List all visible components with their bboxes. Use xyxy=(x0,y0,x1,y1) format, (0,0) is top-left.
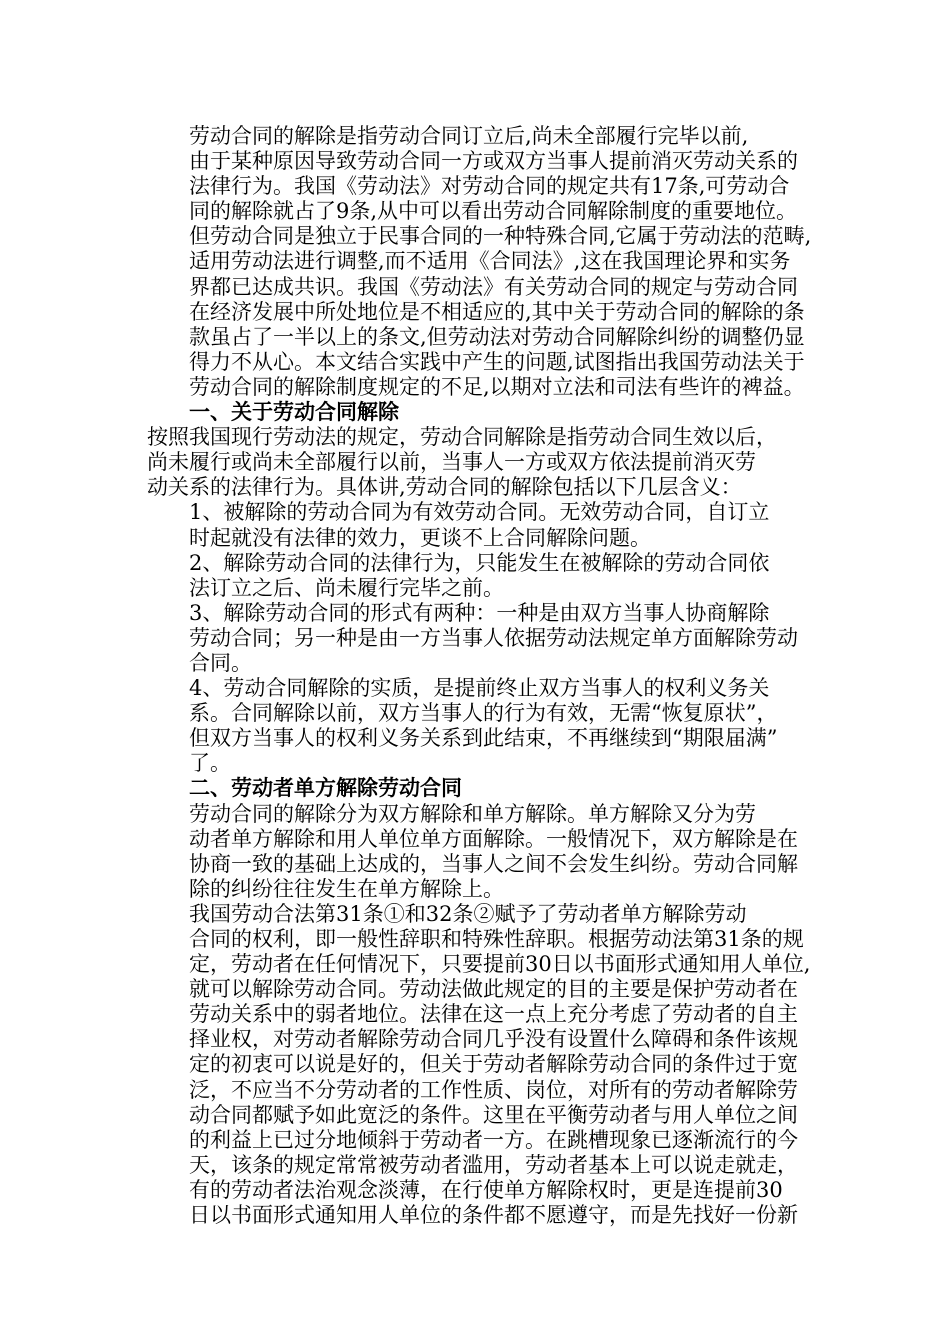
text-line: 了。 xyxy=(189,751,231,776)
text-line: 在经济发展中所处地位是不相适应的,其中关于劳动合同的解除的条 xyxy=(189,299,805,324)
text-line: 由于某种原因导致劳动合同一方或双方当事人提前消灭劳动关系的 xyxy=(189,149,798,174)
text-line: 劳动合同的解除制度规定的不足,以期对立法和司法有些许的裨益。 xyxy=(189,374,805,399)
text-line: 天，该条的规定常常被劳动者滥用，劳动者基本上可以说走就走， xyxy=(189,1152,798,1177)
text-line: 适用劳动法进行调整,而不适用《合同法》,这在我国理论界和实务 xyxy=(189,249,791,274)
text-line: 除的纠纷往往发生在单方解除上。 xyxy=(189,876,504,901)
text-line: 我国劳动合法第31条①和32条②赋予了劳动者单方解除劳动 xyxy=(189,901,747,926)
section-2-paragraph-1 xyxy=(147,802,810,902)
section-1-item-3 xyxy=(147,601,810,676)
section-1-intro xyxy=(147,425,810,500)
text-line: 2、解除劳动合同的法律行为，只能发生在被解除的劳动合同依 xyxy=(189,550,770,575)
text-line: 劳动关系中的弱者地位。法律在这一点上充分考虑了劳动者的自主 xyxy=(189,1002,798,1027)
text-line: 劳动合同；另一种是由一方当事人依据劳动法规定单方面解除劳动 xyxy=(189,625,798,650)
section-2-heading: 二、劳动者单方解除劳动合同 xyxy=(189,776,462,801)
text-line: 法律行为。我国《劳动法》对劳动合同的规定共有17条,可劳动合 xyxy=(189,174,790,199)
text-line: 有的劳动者法治观念淡薄，在行使单方解除权时，更是连提前30 xyxy=(189,1177,783,1202)
intro-paragraph xyxy=(147,124,810,400)
text-line: 同的解除就占了9条,从中可以看出劳动合同解除制度的重要地位。 xyxy=(189,199,798,224)
section-1-item-2 xyxy=(147,551,810,601)
text-line: 系。合同解除以前，双方当事人的行为有效，无需“恢复原状”， xyxy=(189,701,778,726)
text-line: 动合同都赋予如此宽泛的条件。这里在平衡劳动者与用人单位之间 xyxy=(189,1102,798,1127)
text-line: 定，劳动者在任何情况下，只要提前30日以书面形式通知用人单位, xyxy=(189,952,811,977)
text-line: 动关系的法律行为。具体讲,劳动合同的解除包括以下几层含义： xyxy=(147,475,742,500)
text-line: 就可以解除劳动合同。劳动法做此规定的目的主要是保护劳动者在 xyxy=(189,977,798,1002)
section-2-paragraph-2 xyxy=(147,902,810,1228)
text-line: 按照我国现行劳动法的规定，劳动合同解除是指劳动合同生效以后， xyxy=(147,425,777,450)
section-1-item-1 xyxy=(147,500,810,550)
text-line: 法订立之后、尚未履行完毕之前。 xyxy=(189,575,504,600)
text-line: 但劳动合同是独立于民事合同的一种特殊合同,它属于劳动法的范畴, xyxy=(189,224,812,249)
text-line: 协商一致的基础上达成的，当事人之间不会发生纠纷。劳动合同解 xyxy=(189,851,798,876)
text-line: 1、被解除的劳动合同为有效劳动合同。无效劳动合同，自订立 xyxy=(189,500,770,525)
text-line: 界都已达成共识。我国《劳动法》有关劳动合同的规定与劳动合同 xyxy=(189,274,798,299)
text-line: 款虽占了一半以上的条文,但劳动法对劳动合同解除纠纷的调整仍显 xyxy=(189,324,805,349)
text-line: 定的初衷可以说是好的，但关于劳动者解除劳动合同的条件过于宽 xyxy=(189,1052,798,1077)
text-line: 4、劳动合同解除的实质，是提前终止双方当事人的权利义务关 xyxy=(189,676,770,701)
text-line: 择业权，对劳动者解除劳动合同几乎没有设置什么障碍和条件该规 xyxy=(189,1027,798,1052)
text-line: 动者单方解除和用人单位单方面解除。一般情况下，双方解除是在 xyxy=(189,826,798,851)
text-line: 但双方当事人的权利义务关系到此结束，不再继续到“期限届满” xyxy=(189,726,778,751)
text-line: 3、解除劳动合同的形式有两种：一种是由双方当事人协商解除 xyxy=(189,600,770,625)
text-line: 劳动合同的解除是指劳动合同订立后,尚未全部履行完毕以前, xyxy=(189,124,749,148)
text-line: 的利益上已过分地倾斜于劳动者一方。在跳槽现象已逐渐流行的今 xyxy=(189,1127,798,1152)
section-1-heading: 一、关于劳动合同解除 xyxy=(189,400,399,425)
section-1-item-4 xyxy=(147,676,810,776)
text-line: 日以书面形式通知用人单位的条件都不愿遵守，而是先找好一份新 xyxy=(189,1203,798,1228)
text-line: 时起就没有法律的效力，更谈不上合同解除问题。 xyxy=(189,525,651,550)
text-line: 合同的权利，即一般性辞职和特殊性辞职。根据劳动法第31条的规 xyxy=(189,927,804,951)
text-line: 劳动合同的解除分为双方解除和单方解除。单方解除又分为劳 xyxy=(189,801,756,826)
text-line: 得力不从心。本文结合实践中产生的问题,试图指出我国劳动法关于 xyxy=(189,349,805,374)
text-line: 泛，不应当不分劳动者的工作性质、岗位，对所有的劳动者解除劳 xyxy=(189,1077,798,1102)
text-line: 尚未履行或尚未全部履行以前，当事人一方或双方依法提前消灭劳 xyxy=(147,450,756,475)
text-line: 合同。 xyxy=(189,650,252,675)
